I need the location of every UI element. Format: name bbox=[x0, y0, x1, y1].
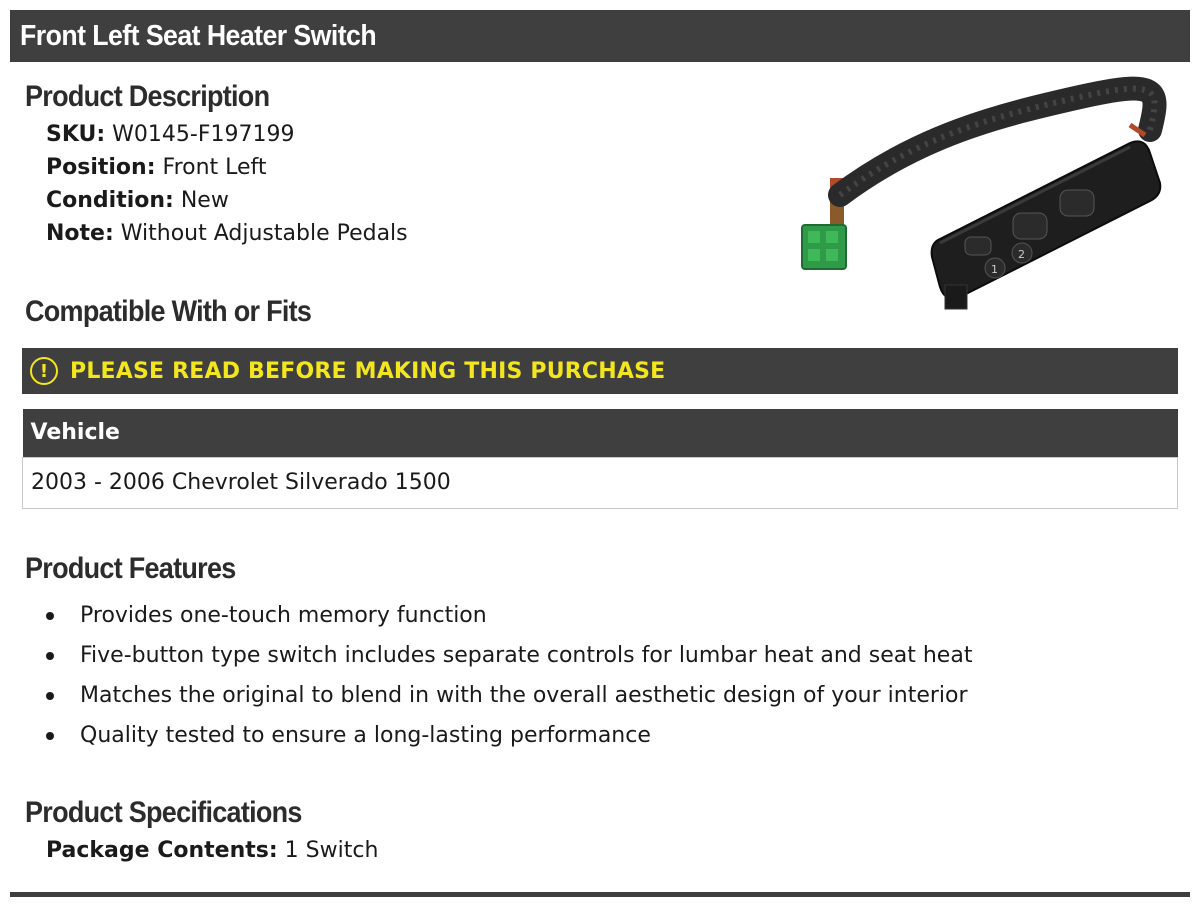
product-image bbox=[800, 75, 1190, 335]
sku-value: W0145-F197199 bbox=[112, 122, 295, 147]
exclamation-circle-icon: ! bbox=[30, 357, 58, 385]
bullet-icon bbox=[46, 652, 54, 660]
condition-value: New bbox=[180, 188, 229, 213]
condition-label: Condition: bbox=[46, 188, 174, 213]
position-label: Position: bbox=[46, 155, 156, 180]
compatibility-heading: Compatible With or Fits bbox=[25, 295, 312, 328]
note-label: Note: bbox=[46, 221, 114, 246]
condition-field bbox=[46, 188, 229, 213]
list-item bbox=[46, 638, 972, 678]
bullet-icon bbox=[46, 612, 54, 620]
list-item bbox=[46, 718, 972, 758]
title-bar bbox=[10, 10, 1190, 62]
features-list bbox=[46, 598, 972, 758]
sku-field bbox=[46, 122, 295, 147]
svg-text:1: 1 bbox=[991, 263, 998, 276]
position-field bbox=[46, 155, 267, 180]
vehicle-cell: 2003 - 2006 Chevrolet Silverado 1500 bbox=[23, 457, 1178, 508]
sku-label: SKU: bbox=[46, 122, 106, 147]
position-value: Front Left bbox=[162, 155, 267, 180]
page-title: Front Left Seat Heater Switch bbox=[20, 19, 377, 52]
bottom-divider bbox=[10, 892, 1190, 897]
note-field bbox=[46, 221, 408, 246]
note-value: Without Adjustable Pedals bbox=[120, 221, 408, 246]
table-row bbox=[23, 457, 1178, 508]
package-contents-label: Package Contents: bbox=[46, 838, 278, 863]
product-specifications-heading: Product Specifications bbox=[25, 796, 302, 829]
bullet-icon bbox=[46, 692, 54, 700]
feature-text: Matches the original to blend in with the overall aesthetic design of your interior bbox=[80, 683, 968, 708]
purchase-warning-bar bbox=[22, 348, 1178, 394]
feature-text: Provides one-touch memory function bbox=[80, 603, 487, 628]
package-contents-value: 1 Switch bbox=[284, 838, 379, 863]
product-description-heading: Product Description bbox=[25, 80, 270, 113]
svg-text:2: 2 bbox=[1018, 248, 1025, 261]
vehicle-column-header: Vehicle bbox=[23, 409, 1178, 457]
package-contents-field bbox=[46, 838, 378, 863]
product-features-heading: Product Features bbox=[25, 552, 236, 585]
vehicle-table-header-row bbox=[23, 409, 1178, 457]
list-item bbox=[46, 598, 972, 638]
feature-text: Five-button type switch includes separate controls for lumbar heat and seat heat bbox=[80, 643, 973, 668]
feature-text: Quality tested to ensure a long-lasting performance bbox=[80, 723, 651, 748]
bullet-icon bbox=[46, 732, 54, 740]
purchase-warning-text: PLEASE READ BEFORE MAKING THIS PURCHASE bbox=[70, 358, 666, 384]
vehicle-table bbox=[22, 409, 1178, 509]
list-item bbox=[46, 678, 972, 718]
